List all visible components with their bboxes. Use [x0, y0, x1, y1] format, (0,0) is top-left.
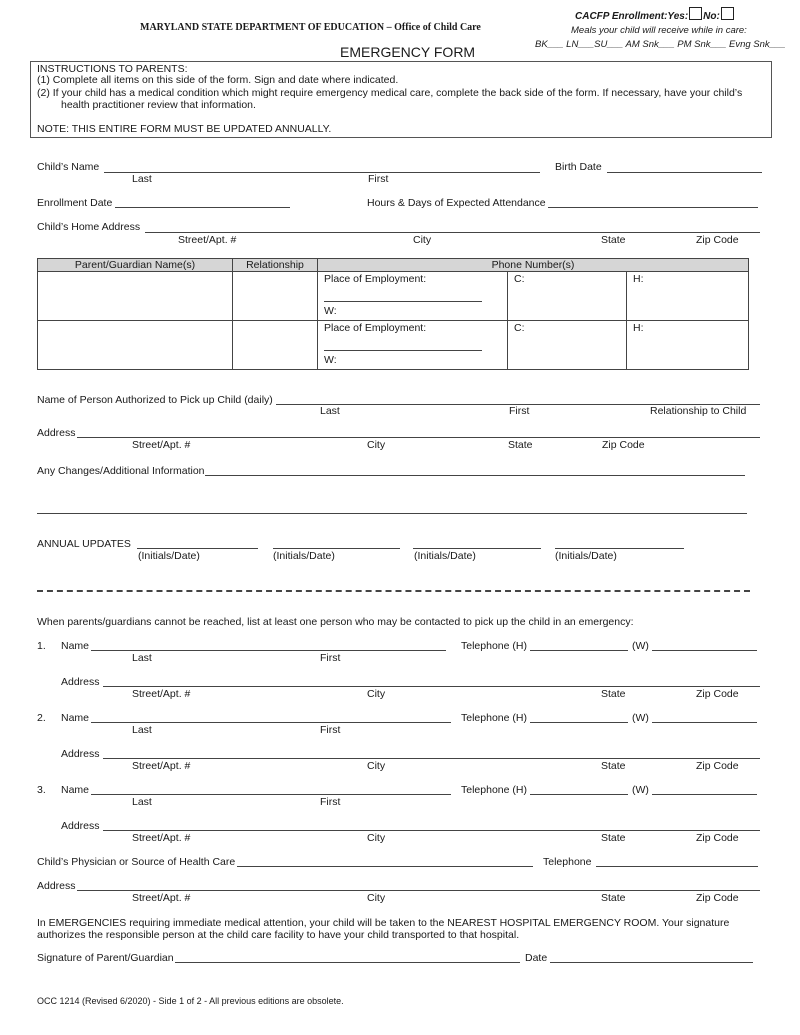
cacfp-label: CACFP Enrollment:Yes: [575, 11, 689, 22]
yes-checkbox[interactable] [689, 7, 702, 20]
signature-label: Signature of Parent/Guardian [37, 952, 174, 964]
tel-w-label: (W) [632, 712, 649, 724]
last-label: Last [132, 173, 152, 185]
pickup-relationship: Relationship to Child [650, 405, 747, 417]
state-label: State [508, 439, 533, 451]
annual-field-3[interactable] [413, 548, 541, 549]
contact-address-field[interactable] [103, 686, 760, 687]
name-label: Name [61, 784, 90, 796]
pickup-label: Name of Person Authorized to Pick up Child (daily) [37, 394, 273, 406]
home-label: H: [633, 273, 644, 285]
instructions-heading: INSTRUCTIONS TO PARENTS: [37, 63, 188, 75]
last-label: Last [132, 724, 152, 736]
enrollment-date-field[interactable] [115, 207, 290, 208]
table-row [38, 321, 749, 370]
relationship-cell[interactable] [233, 321, 318, 370]
contact-number: 2. [37, 712, 46, 724]
employment-label: Place of Employment: [324, 273, 427, 285]
contact-address-field[interactable] [103, 830, 760, 831]
instruction-1: (1) Complete all items on this side of the form. Sign and date where indicated. [37, 74, 399, 86]
initials-label: (Initials/Date) [273, 550, 335, 562]
state-label: State [601, 234, 626, 246]
street-label: Street/Apt. # [132, 439, 191, 451]
work-phone-label: W: [324, 354, 337, 366]
name-label: Name [61, 712, 90, 724]
annual-field-1[interactable] [137, 548, 258, 549]
first-label: First [320, 724, 341, 736]
initials-label: (Initials/Date) [555, 550, 617, 562]
home-phone-cell[interactable] [627, 272, 749, 321]
physician-telephone-field[interactable] [596, 866, 758, 867]
contact-name-field[interactable] [91, 794, 451, 795]
home-phone-cell[interactable] [627, 321, 749, 370]
street-label: Street/Apt. # [132, 760, 191, 772]
employment-line [324, 301, 482, 302]
birth-date-field[interactable] [607, 172, 762, 173]
physician-telephone-label: Telephone [543, 856, 592, 868]
city-label: City [367, 760, 386, 772]
parent-name-cell[interactable] [38, 321, 233, 370]
cell-phone-cell[interactable] [508, 272, 627, 321]
name-label: Name [61, 640, 90, 652]
physician-label: Child’s Physician or Source of Health Care [37, 856, 236, 868]
hours-field[interactable] [548, 207, 758, 208]
emergency-intro: When parents/guardians cannot be reached, list at least one person who may be contacted to pick up the child in an emergency: [37, 616, 634, 628]
annual-field-2[interactable] [273, 548, 400, 549]
instruction-2-cont: health practitioner review that information. [61, 99, 256, 111]
date-field[interactable] [550, 962, 753, 963]
tel-h-label: Telephone (H) [461, 640, 527, 652]
contact-number: 1. [37, 640, 46, 652]
street-label: Street/Apt. # [132, 892, 191, 904]
table-row [38, 272, 749, 321]
initials-label: (Initials/Date) [138, 550, 200, 562]
contact-number: 3. [37, 784, 46, 796]
signature-field[interactable] [175, 962, 520, 963]
emergency-contact-1 [0, 640, 800, 700]
emergency-notice-2: authorizes the responsible person at the child care facility to have your child transported to that hospital. [37, 929, 520, 941]
parent-name-cell[interactable] [38, 272, 233, 321]
city-label: City [367, 832, 386, 844]
form-title: EMERGENCY FORM [340, 44, 476, 60]
first-label: First [320, 652, 341, 664]
instruction-2: (2) If your child has a medical condition which might require emergency medical care, complete the back side of the form. If necessary, have your child’s [37, 87, 743, 99]
emergency-contact-2 [0, 712, 800, 772]
contact-name-field[interactable] [91, 722, 451, 723]
agency-name: MARYLAND STATE DEPARTMENT OF EDUCATION – Office of Child Care [140, 22, 481, 33]
tel-h-label: Telephone (H) [461, 784, 527, 796]
pickup-last: Last [320, 405, 340, 417]
first-label: First [320, 796, 341, 808]
street-label: Street/Apt. # [178, 234, 237, 246]
city-label: City [367, 439, 386, 451]
changes-field[interactable] [205, 475, 745, 476]
zip-label: Zip Code [696, 832, 739, 844]
emergency-contact-3 [0, 784, 800, 844]
state-label: State [601, 892, 626, 904]
hours-label: Hours & Days of Expected Attendance [367, 197, 546, 209]
tel-w-label: (W) [632, 784, 649, 796]
cut-line [37, 590, 750, 592]
address-label: Address [61, 676, 100, 688]
no-checkbox[interactable] [721, 7, 734, 20]
address-label: Address [61, 748, 100, 760]
home-label: H: [633, 322, 644, 334]
contact-address-field[interactable] [103, 758, 760, 759]
city-label: City [413, 234, 432, 246]
street-label: Street/Apt. # [132, 832, 191, 844]
street-label: Street/Apt. # [132, 688, 191, 700]
header-relationship: Relationship [233, 259, 318, 272]
state-label: State [601, 832, 626, 844]
header-parent-name: Parent/Guardian Name(s) [38, 259, 233, 272]
first-label: First [368, 173, 389, 185]
date-label: Date [525, 952, 548, 964]
state-label: State [601, 760, 626, 772]
changes-field-2[interactable] [37, 513, 747, 514]
employment-cell[interactable] [318, 321, 508, 370]
contact-name-field[interactable] [91, 650, 446, 651]
zip-label: Zip Code [696, 234, 739, 246]
child-name-label: Child’s Name [37, 161, 100, 173]
parent-guardian-table [37, 258, 749, 370]
header-phone: Phone Number(s) [318, 259, 749, 272]
footer: OCC 1214 (Revised 6/2020) - Side 1 of 2 - All previous editions are obsolete. [37, 996, 344, 1006]
annual-note: NOTE: THIS ENTIRE FORM MUST BE UPDATED ANNUALLY. [37, 123, 332, 135]
city-label: City [367, 688, 386, 700]
tel-w-field[interactable] [652, 794, 757, 795]
work-phone-label: W: [324, 305, 337, 317]
zip-label: Zip Code [696, 688, 739, 700]
initials-label: (Initials/Date) [414, 550, 476, 562]
employment-label: Place of Employment: [324, 322, 427, 334]
no-label: No: [703, 11, 720, 22]
meal-codes[interactable]: BK___ LN___SU___ AM Snk___ PM Snk___ Evng Snk___ [535, 39, 786, 50]
zip-label: Zip Code [696, 760, 739, 772]
annual-field-4[interactable] [555, 548, 684, 549]
tel-h-field[interactable] [530, 722, 628, 723]
birth-date-label: Birth Date [555, 161, 602, 173]
child-name-field[interactable] [104, 172, 540, 173]
cell-label: C: [514, 322, 525, 334]
physician-field[interactable] [237, 866, 533, 867]
pickup-address-label: Address [37, 427, 76, 439]
address-label: Address [61, 820, 100, 832]
enrollment-date-label: Enrollment Date [37, 197, 113, 209]
cacfp-enrollment [575, 7, 735, 23]
physician-address-label: Address [37, 880, 76, 892]
tel-h-field[interactable] [530, 794, 628, 795]
changes-label: Any Changes/Additional Information [37, 465, 205, 477]
tel-h-label: Telephone (H) [461, 712, 527, 724]
cell-label: C: [514, 273, 525, 285]
employment-line [324, 350, 482, 351]
tel-h-field[interactable] [530, 650, 628, 651]
state-label: State [601, 688, 626, 700]
meals-label: Meals your child will receive while in care: [571, 25, 747, 36]
employment-cell[interactable] [318, 272, 508, 321]
physician-address-field[interactable] [77, 890, 760, 891]
pickup-address-field[interactable] [77, 437, 760, 438]
relationship-cell[interactable] [233, 272, 318, 321]
home-address-field[interactable] [145, 232, 760, 233]
tel-w-label: (W) [632, 640, 649, 652]
tel-w-field[interactable] [652, 650, 757, 651]
zip-label: Zip Code [602, 439, 645, 451]
zip-label: Zip Code [696, 892, 739, 904]
cell-phone-cell[interactable] [508, 321, 627, 370]
last-label: Last [132, 652, 152, 664]
tel-w-field[interactable] [652, 722, 757, 723]
pickup-first: First [509, 405, 530, 417]
emergency-notice-1: In EMERGENCIES requiring immediate medical attention, your child will be taken to the NEAREST HOSPITAL EMERGENCY ROOM. Your signature [37, 917, 730, 929]
home-address-label: Child’s Home Address [37, 221, 141, 233]
last-label: Last [132, 796, 152, 808]
city-label: City [367, 892, 386, 904]
annual-updates-label: ANNUAL UPDATES [37, 538, 131, 550]
